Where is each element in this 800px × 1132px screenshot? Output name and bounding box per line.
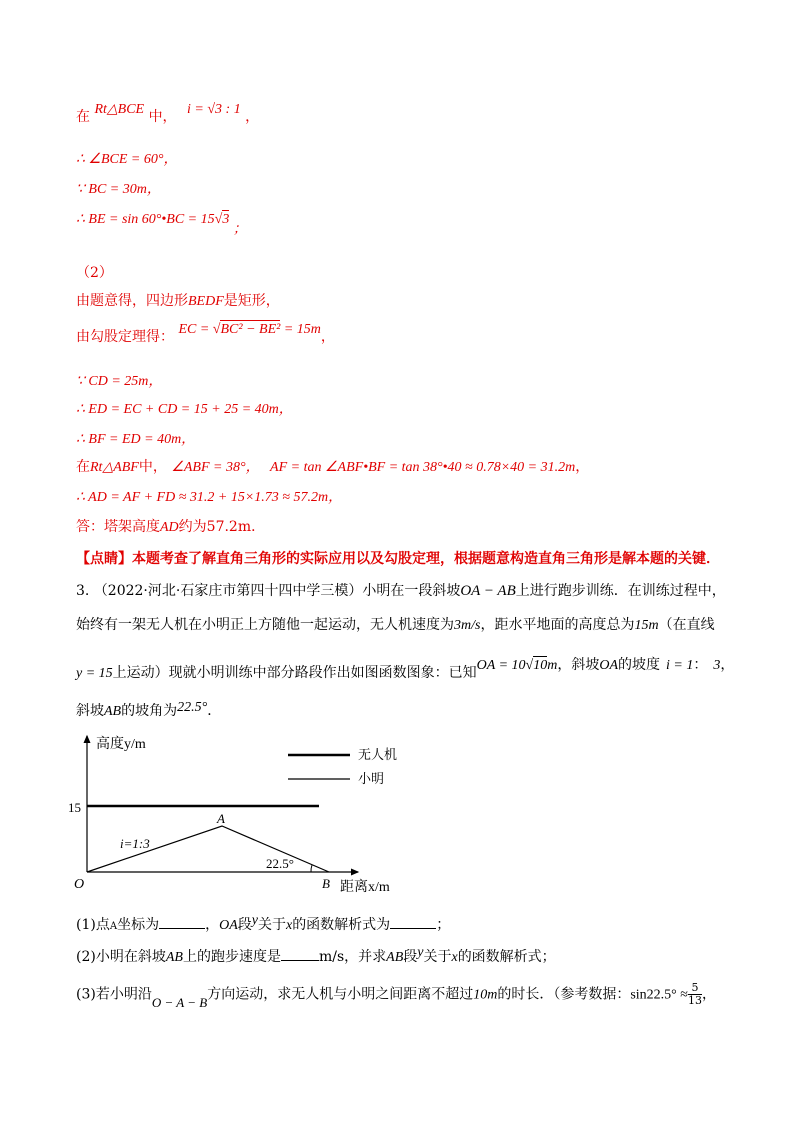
function-graph	[60, 728, 420, 898]
q2-text: (2)小明在斜坡	[76, 949, 166, 965]
q2-text: 的函数解析式；	[457, 949, 556, 965]
q2-unit: m/s	[318, 949, 345, 965]
q1-text: ；	[436, 917, 451, 933]
solution-line-3: ∵ BC = 30m，	[76, 182, 161, 197]
math-sqrt10: 10	[533, 658, 548, 673]
problem3-text: ．	[207, 703, 222, 719]
math-af-calc: AF = tan ∠ABF•BF = tan 38°•40 ≈ 0.78×40 = 31.2m	[270, 460, 576, 475]
math-o-a-b: O − A − B	[151, 994, 208, 1010]
math-x: x	[285, 918, 293, 933]
math-sin-approx: sin22.5° ≈	[630, 987, 688, 1003]
problem3-text: 的坡度	[618, 657, 661, 673]
comment-tag: 【点睛】	[76, 551, 132, 567]
label-angle: 22.5°	[266, 856, 294, 871]
problem3-text: 上运动）现就小明训练中部分路段作出如图函数图象：已知	[112, 665, 477, 681]
math-ec-radicand: BC² − BE²	[220, 322, 281, 337]
problem3-text: 斜坡	[76, 703, 104, 719]
math-y: y	[251, 913, 258, 928]
math-height: 15m	[634, 618, 659, 633]
math-angle-22-5: 22.5°	[177, 700, 208, 715]
math-rt-bce: Rt△BCE	[94, 102, 145, 117]
origin-label: O	[74, 877, 85, 892]
math-y: y	[417, 945, 424, 960]
math-ab: AB	[386, 950, 404, 965]
math-ab: AB	[104, 704, 122, 719]
y-tick-15: 15	[68, 800, 81, 815]
math-oa-ab: OA − AB	[460, 583, 516, 599]
math-x: x	[451, 950, 458, 965]
comment-text: 本题考查了解直角三角形的实际应用以及勾股定理，根据题意构造直角三角形是解本题的关键．	[132, 551, 720, 567]
math-ab: AB	[165, 950, 183, 965]
text-rect-intro: 由题意得，四边形	[76, 293, 188, 309]
text-zhong: 中，	[148, 109, 177, 125]
comment-line	[76, 548, 720, 568]
fraction-numerator: 5	[688, 982, 702, 995]
q1-text: (1)点	[76, 917, 110, 933]
math-10m: 10m	[473, 987, 498, 1003]
math-ad: AD	[160, 520, 179, 535]
q1-blank-1[interactable]	[159, 928, 205, 929]
problem3-text: 上进行跑步训练．在训练过程中，	[515, 583, 726, 599]
solution-line-2: ∴ ∠BCE = 60°，	[76, 152, 178, 167]
math-oa-len: OA = 10	[476, 658, 526, 673]
solution2-line-1	[76, 290, 280, 310]
math-ec-value: = 15m	[280, 322, 321, 337]
math-slope-i: i = √3 : 1	[187, 102, 241, 117]
y-axis-label: 高度y/m	[96, 737, 146, 752]
problem3-line-4	[76, 700, 221, 720]
question-3	[76, 981, 716, 1010]
math-bedf: BEDF	[188, 294, 224, 309]
problem3-line-1	[76, 580, 726, 600]
solution2-line-2: 由勾股定理得： EC = √BC² − BE² = 15m，	[76, 322, 335, 345]
text-comma: ，	[245, 109, 260, 125]
q1-text: ，	[205, 917, 220, 933]
q2-blank[interactable]	[281, 960, 319, 961]
q3-text: ，	[701, 986, 716, 1003]
solution2-line-5: ∴ BF = ED = 40m，	[76, 432, 196, 447]
text-pythag: 由勾股定理得：	[76, 329, 174, 345]
problem3-line-2	[76, 614, 715, 634]
math-slope-eq: i = 1	[666, 658, 694, 673]
label-b: B	[322, 876, 330, 891]
text-semicolon: ；	[232, 222, 247, 237]
math-drone-speed: 3m/s	[454, 618, 481, 633]
math-oa: OA	[219, 918, 238, 933]
math-three: 3	[713, 658, 721, 673]
question-1	[76, 914, 450, 934]
q3-text: (3)若小明沿	[76, 986, 152, 1003]
problem3-text: 始终有一架无人机在小明正上方随他一起运动，无人机速度为	[76, 617, 454, 633]
text-is-rect: 是矩形，	[223, 293, 280, 309]
solution2-line-6	[76, 456, 589, 476]
solution2-line-4: ∴ ED = EC + CD = 15 + 25 = 40m，	[76, 402, 293, 417]
text-zhong: 中，	[138, 459, 167, 475]
math-oa: OA	[599, 658, 619, 673]
fraction-5-13	[688, 982, 702, 1007]
answer-line	[76, 516, 265, 536]
problem3-line-3: y = 15上运动）现就小明训练中部分路段作出如图函数图象：已知OA = 10√10m，斜坡OA的坡度 i = 1： 3，	[76, 657, 735, 681]
text-period: ．	[251, 519, 266, 535]
fraction-denominator: 13	[687, 994, 702, 1007]
q1-point-a: A	[109, 921, 118, 932]
math-be-expr: ∴ BE = sin 60°•BC = 15	[76, 212, 215, 227]
q2-text: 段	[403, 949, 418, 965]
solution-line-1	[76, 102, 260, 126]
question-2	[76, 946, 556, 966]
problem3-text: ：	[693, 657, 708, 673]
q2-text: ，并求	[344, 949, 387, 965]
q2-text: 关于	[423, 949, 452, 965]
math-unit-m: m	[547, 658, 558, 673]
problem3-text: （在直线	[658, 617, 715, 633]
q1-blank-2[interactable]	[390, 928, 436, 929]
q1-text: 的函数解析式为	[292, 917, 391, 933]
problem3-text: ，距水平地面的高度总为	[480, 617, 635, 633]
text-answer-intro: 答：塔架高度	[76, 519, 160, 535]
text-comma: ，	[320, 329, 335, 345]
problem3-text: ，	[720, 657, 735, 673]
q2-text: 上的跑步速度是	[182, 949, 281, 965]
q3-text: 的时长．（参考数据：	[497, 986, 631, 1003]
text-zai: 在	[76, 109, 90, 125]
q1-text: 段	[237, 917, 252, 933]
math-ec: EC =	[178, 322, 213, 337]
part2-label: （2）	[76, 265, 113, 281]
math-rt-abf: Rt△ABF	[90, 460, 139, 475]
q1-text: 坐标为	[117, 917, 160, 933]
q1-text: 关于	[257, 917, 286, 933]
label-a: A	[217, 811, 225, 826]
text-answer-value: 约为57.2m	[178, 519, 252, 535]
q3-text: 方向运动，求无人机与小明之间距离不超过	[207, 986, 474, 1003]
solution2-line-3: ∵ CD = 25m，	[76, 374, 163, 389]
solution-line-4: ∴ BE = sin 60°•BC = 15√3 ；	[76, 212, 247, 237]
text-comma: ，	[575, 459, 590, 475]
legend-xiaoming-label: 小明	[358, 771, 385, 786]
angle-arc	[311, 865, 312, 872]
problem3-source: 3. （2022·河北·石家庄市第四十四中学三模）小明在一段斜坡	[76, 583, 461, 599]
label-slope: i=1:3	[120, 836, 150, 851]
problem3-text: ，斜坡	[557, 657, 600, 673]
math-y15: y = 15	[76, 666, 113, 681]
text-zai: 在	[76, 459, 90, 475]
math-angle-abf: ∠ABF = 38°，	[171, 460, 260, 475]
legend-drone-label: 无人机	[358, 747, 398, 762]
solution2-line-7: ∴ AD = AF + FD ≈ 31.2 + 15×1.73 ≈ 57.2m，	[76, 490, 343, 505]
problem3-text: 的坡角为	[121, 703, 178, 719]
math-sqrt3: 3	[222, 212, 230, 227]
x-axis-label: 距离x/m	[340, 880, 390, 895]
